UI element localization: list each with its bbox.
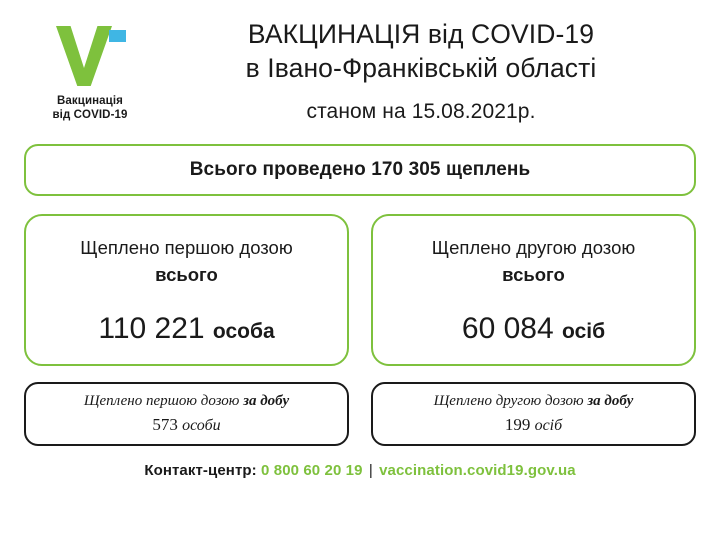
footer-separator: |	[368, 461, 373, 479]
second-dose-total-label	[432, 236, 635, 288]
logo-caption	[26, 94, 154, 123]
first-dose-total-box	[24, 214, 349, 366]
first-dose-total-unit: особа	[212, 319, 275, 343]
page-subtitle: станом на 15.08.2021р.	[306, 99, 536, 123]
logo-caption-line1: Вакцинація	[57, 95, 123, 107]
second-dose-daily-unit: осіб	[534, 416, 563, 434]
daily-doses-row	[24, 382, 696, 446]
first-dose-total-value-row	[98, 312, 274, 346]
first-dose-total-value: 110 221	[98, 311, 205, 345]
second-dose-daily-label	[434, 393, 634, 410]
logo-v-shape	[56, 26, 112, 86]
vaccination-v-logo-icon	[52, 26, 128, 88]
logo-dash-shape	[109, 30, 126, 42]
total-vaccinations-box	[24, 144, 696, 196]
contact-center-phone[interactable]: 0 800 60 20 19	[261, 461, 363, 479]
first-dose-daily-value: 573	[152, 414, 178, 434]
first-dose-total-label	[80, 236, 292, 288]
title-block	[154, 14, 702, 124]
logo-caption-line2: від COVID-19	[52, 109, 128, 122]
first-dose-daily-label-bold: за добу	[243, 392, 290, 409]
second-dose-total-unit: осіб	[562, 319, 606, 343]
first-dose-total-label-text: Щеплено першою дозою	[80, 236, 293, 258]
first-dose-daily-label	[84, 393, 289, 410]
dose-totals-row	[24, 214, 696, 366]
first-dose-daily-box	[24, 382, 349, 446]
page-title	[154, 18, 688, 86]
first-dose-daily-value-row	[152, 415, 220, 435]
second-dose-daily-label-bold: за добу	[587, 392, 634, 409]
second-dose-total-label-bold: всього	[502, 263, 565, 285]
second-dose-daily-value-row	[505, 415, 562, 435]
first-dose-daily-unit: особи	[182, 416, 221, 434]
second-dose-total-value: 60 084	[461, 311, 554, 345]
footer	[0, 462, 720, 479]
first-dose-total-label-bold: всього	[155, 263, 218, 285]
second-dose-daily-label-text: Щеплено другою дозою	[433, 392, 588, 409]
first-dose-daily-label-text: Щеплено першою дозою	[83, 392, 244, 409]
footer-website-link[interactable]: vaccination.covid19.gov.ua	[379, 461, 576, 479]
page-title-line2: в Івано-Франківській області	[245, 52, 597, 83]
header	[0, 0, 720, 124]
second-dose-total-box	[371, 214, 696, 366]
second-dose-total-label-text: Щеплено другою дозою	[431, 236, 636, 258]
logo	[26, 14, 154, 123]
page-title-line1: ВАКЦИНАЦІЯ від COVID-19	[247, 19, 595, 49]
contact-center-label: Контакт-центр:	[144, 461, 257, 479]
second-dose-total-value-row	[462, 312, 605, 346]
second-dose-daily-box	[371, 382, 696, 446]
total-vaccinations-text: Всього проведено 170 305 щеплень	[189, 158, 531, 180]
second-dose-daily-value: 199	[504, 414, 531, 434]
